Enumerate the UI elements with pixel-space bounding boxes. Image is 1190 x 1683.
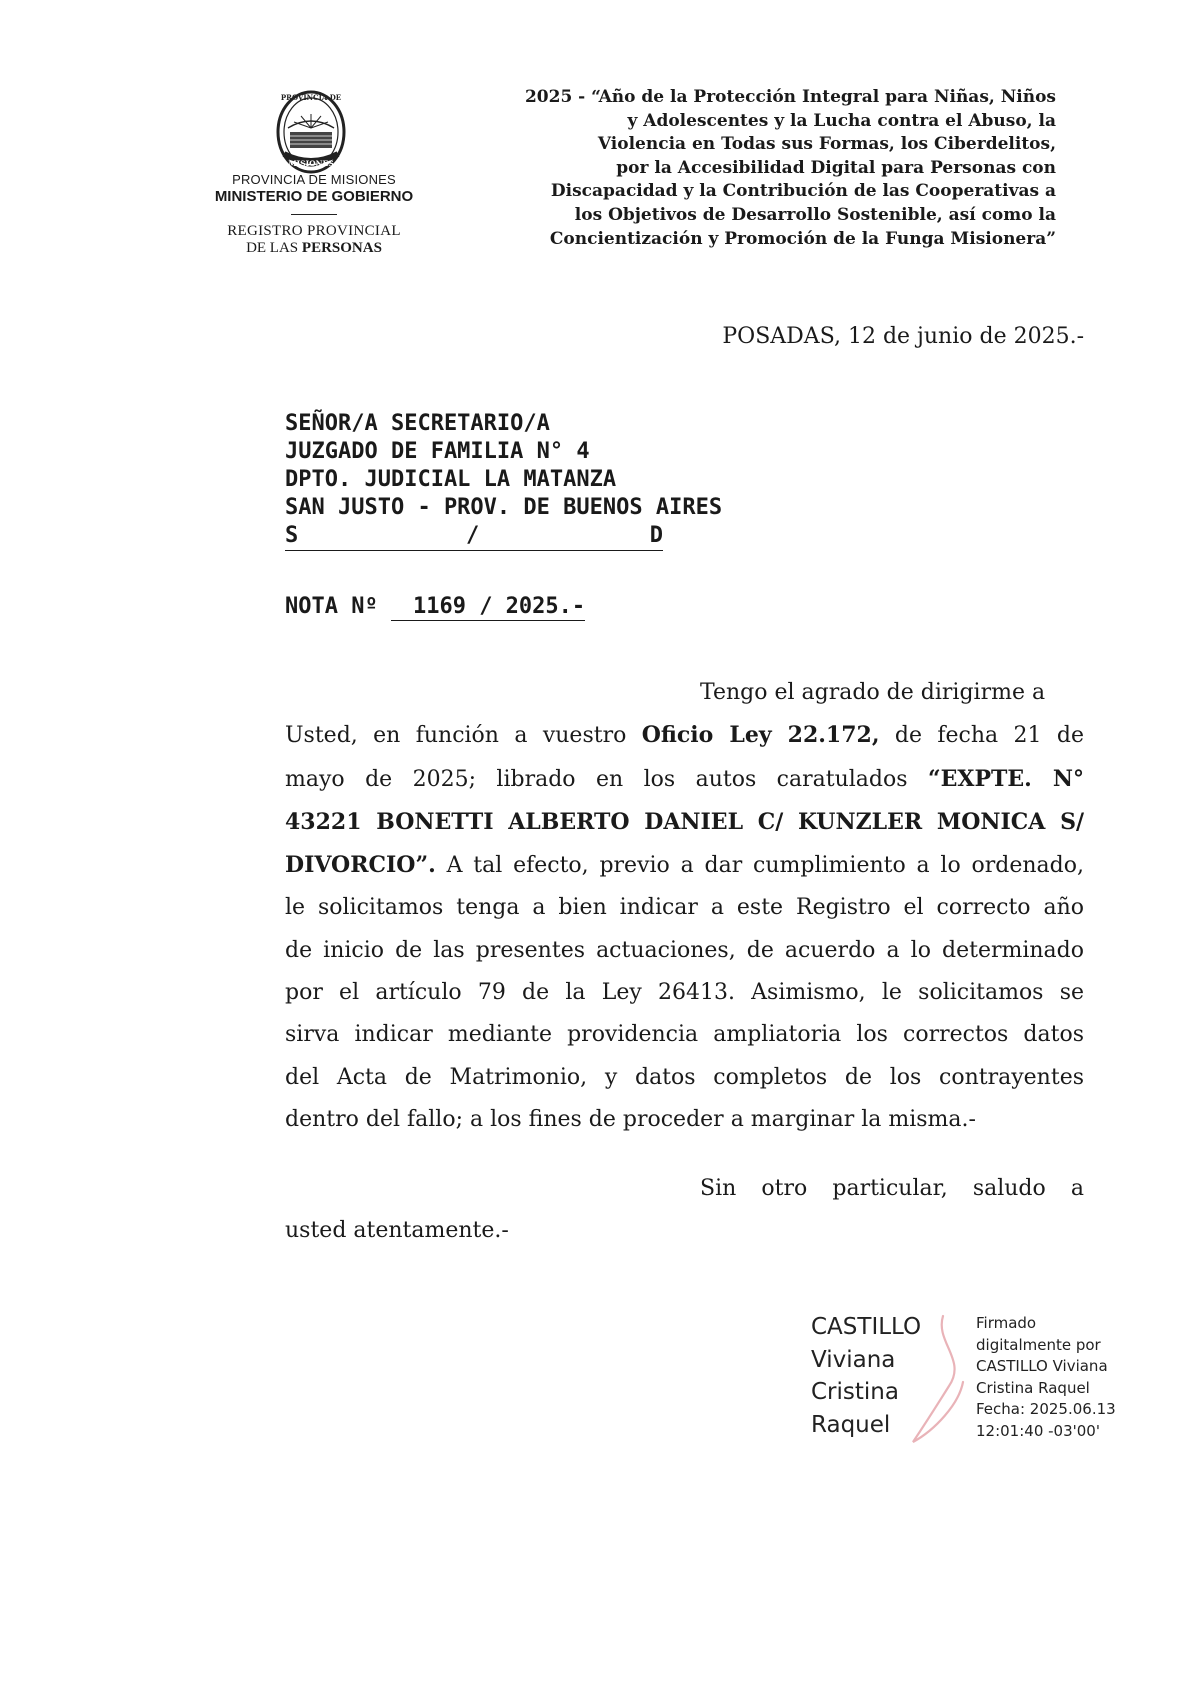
signature-detail-line: Firmado xyxy=(976,1314,1037,1332)
closing-line: usted atentamente.- xyxy=(285,1218,509,1244)
signature-detail-line: CASTILLO Viviana xyxy=(976,1357,1108,1375)
issuing-organization xyxy=(198,172,430,257)
ministry-name: MINISTERIO DE GOBIERNO xyxy=(214,188,414,205)
sd-d: D xyxy=(649,523,663,548)
addressee-line: DPTO. JUDICIAL LA MATANZA xyxy=(285,467,617,492)
body-line: le solicitamos tenga a bien indicar a este Registro el correcto año xyxy=(285,895,1084,921)
motto-line: Discapacidad y la Contribución de las Cooperativas a xyxy=(550,181,1056,202)
body-line: mayo de 2025; librado en los autos caratulados “EXPTE. N° xyxy=(285,765,1084,792)
body-line: de inicio de las presentes actuaciones, de acuerdo a lo determinado xyxy=(285,937,1084,963)
motto-line: Concientización y Promoción de la Funga Misionera” xyxy=(549,228,1056,249)
signature-detail-line: Fecha: 2025.06.13 xyxy=(976,1400,1116,1418)
digital-signature-mark-icon xyxy=(905,1312,985,1448)
signer-name-line: Cristina xyxy=(811,1379,899,1405)
signer-name-line: Raquel xyxy=(811,1411,891,1438)
official-year-motto xyxy=(436,86,1056,251)
body-line: DIVORCIO”. A tal efecto, previo a dar cumplimiento a lo ordenado, xyxy=(285,852,1084,879)
note-label: NOTA Nº xyxy=(285,594,378,619)
sd-line xyxy=(285,522,663,551)
letterhead-divider xyxy=(291,214,337,215)
addressee-line: JUZGADO DE FAMILIA N° 4 xyxy=(285,439,590,464)
signature-details xyxy=(976,1313,1116,1442)
sd-slash: / xyxy=(466,523,480,548)
body-line: Tengo el agrado de dirigirme a xyxy=(700,680,1046,705)
sd-s: S xyxy=(285,523,299,548)
date-line: POSADAS, 12 de junio de 2025.- xyxy=(722,324,1084,349)
motto-line: Violencia en Todas sus Formas, los Ciberdelitos, xyxy=(597,134,1056,155)
motto-line: los Objetivos de Desarrollo Sostenible, así como la xyxy=(574,204,1056,225)
registry-name-line1: REGISTRO PROVINCIAL xyxy=(227,223,401,239)
signer-name-line: CASTILLO xyxy=(811,1314,922,1340)
body-line: 43221 BONETTI ALBERTO DANIEL C/ KUNZLER MONICA S/ xyxy=(285,808,1084,835)
province-name: PROVINCIA DE MISIONES xyxy=(232,172,396,187)
motto-line: por la Accesibilidad Digital para Personas con xyxy=(616,157,1056,178)
body-line: dentro del fallo; a los fines de proceder a marginar la misma.- xyxy=(285,1106,976,1132)
addressee-line: SEÑOR/A SECRETARIO/A xyxy=(285,411,550,436)
signature-detail-line: 12:01:40 -03'00' xyxy=(976,1421,1100,1440)
seal-text-bottom: MISIONES xyxy=(288,159,334,168)
motto-line: 2025 - “Año de la Protección Integral para Niñas, Niños xyxy=(524,87,1056,107)
seal-text-top: PROVINCIA DE xyxy=(280,93,342,102)
closing-paragraph xyxy=(285,1168,1084,1253)
signature-detail-line: digitalmente por xyxy=(976,1335,1101,1354)
motto-line: y Adolescentes y la Lucha contra el Abuso, la xyxy=(627,110,1056,131)
note-number-value: 1169 / 2025.- xyxy=(391,594,585,621)
provincial-seal-icon xyxy=(268,84,354,176)
addressee-block xyxy=(285,410,722,551)
addressee-line: SAN JUSTO - PROV. DE BUENOS AIRES xyxy=(285,495,723,520)
signature-detail-line: Cristina Raquel xyxy=(976,1378,1090,1397)
registry-name-line2: DE LAS PERSONAS xyxy=(246,240,382,256)
body-line: Usted, en función a vuestro Oficio Ley 22.172, de fecha 21 de xyxy=(285,722,1084,749)
body-line: sirva indicar mediante providencia ampliatoria los correctos datos xyxy=(285,1022,1084,1048)
body-line: por el artículo 79 de la Ley 26413. Asimismo, le solicitamos se xyxy=(285,980,1084,1006)
closing-line: Sin otro particular, saludo a xyxy=(700,1176,1084,1201)
signer-name-line: Viviana xyxy=(811,1346,896,1373)
body-paragraph-1 xyxy=(285,672,1084,1141)
note-number xyxy=(285,594,585,621)
body-line: del Acta de Matrimonio, y datos completos de los contrayentes xyxy=(285,1064,1084,1090)
